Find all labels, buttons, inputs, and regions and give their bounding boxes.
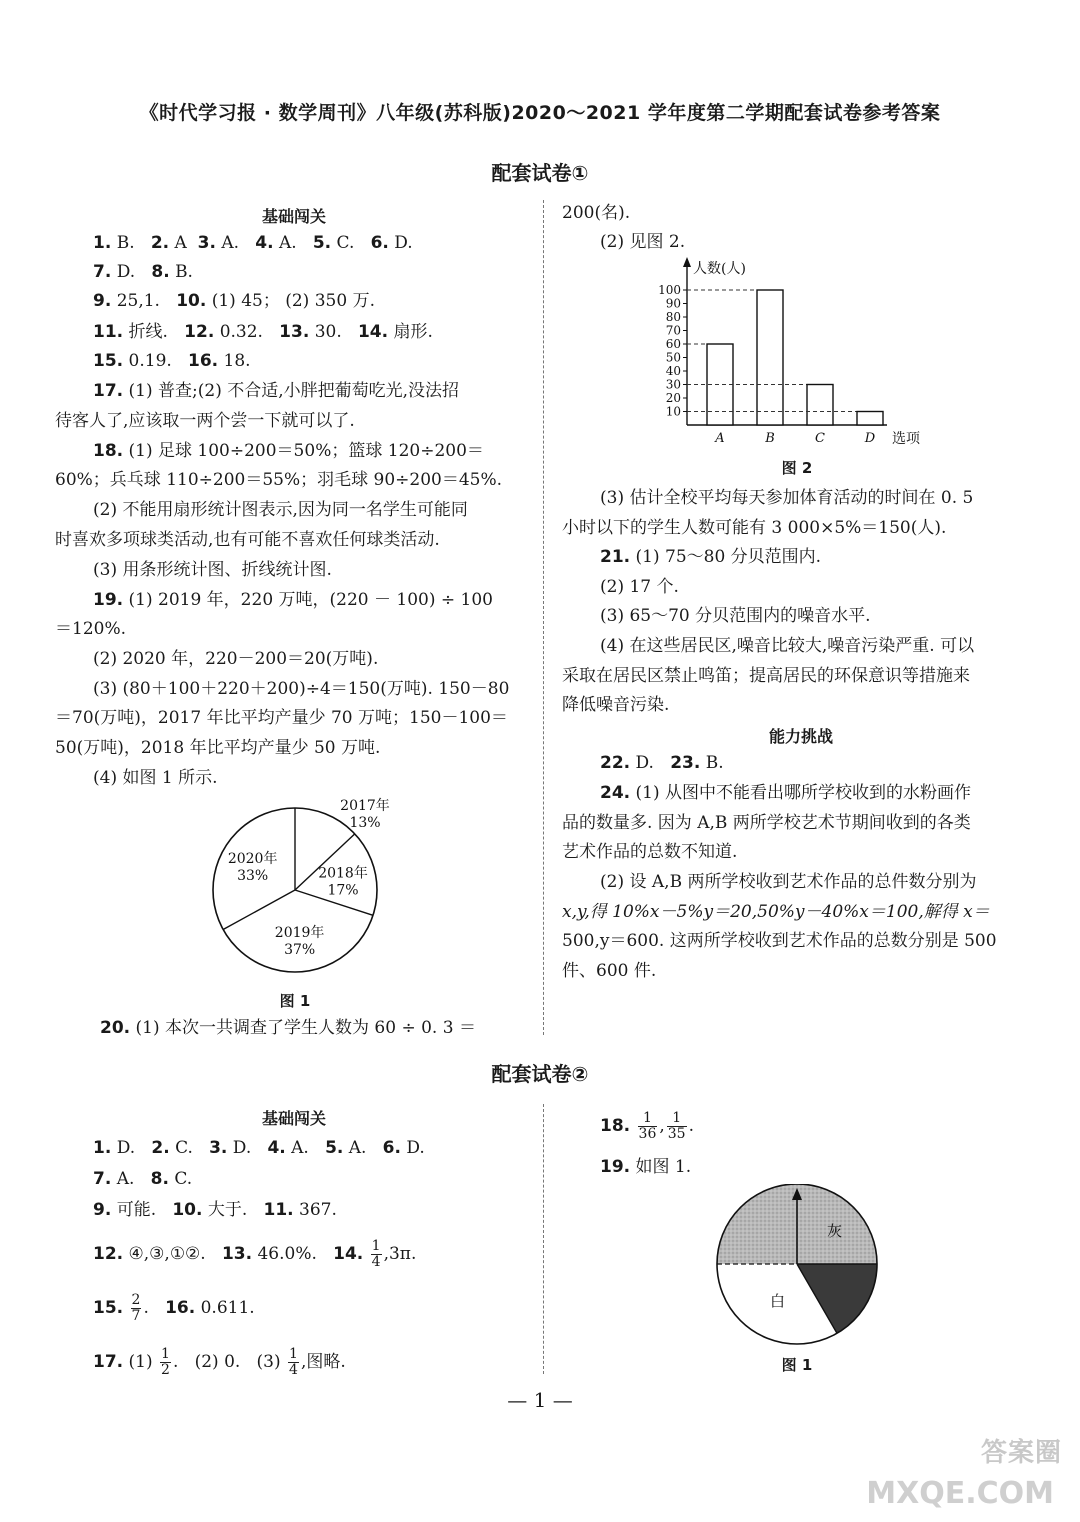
q19-line-1: 19. (1) 2019 年，220 万吨，(220 － 100) ÷ 100 bbox=[93, 590, 494, 610]
pie-slice-percent: 13% bbox=[349, 815, 381, 831]
q24-line-4: (2) 设 A,B 两所学校收到艺术作品的总件数分别为 bbox=[600, 872, 977, 892]
q24-line-2: 品的数量多. 因为 A,B 两所学校艺术节期间收到的各类 bbox=[562, 813, 971, 833]
answer-line-4: 11. 折线. 12. 0.32. 13. 30. 14. 扇形. bbox=[93, 322, 433, 342]
x-tick-label: C bbox=[815, 431, 825, 446]
fraction: $\frac{1}{2}$ bbox=[161, 1346, 170, 1378]
x-tick-label: D bbox=[864, 431, 876, 446]
column-divider-2 bbox=[543, 1104, 544, 1374]
fraction: $\frac{1}{4}$ bbox=[371, 1238, 381, 1270]
bar bbox=[807, 385, 833, 426]
p2-q18-line: 18. $\frac{1}{36}$ , $\frac{1}{35}$ . bbox=[600, 1110, 694, 1142]
q17-line-2: 待客人了,应该取一两个尝一下就可以了. bbox=[55, 411, 355, 431]
basic-section-title: 基础闯关 bbox=[261, 207, 326, 226]
bar-caption: 图 2 bbox=[781, 459, 813, 477]
bar bbox=[857, 412, 883, 426]
q18-line-1: 18. (1) 足球 100÷200＝50%；篮球 120÷200＝ bbox=[93, 441, 484, 461]
q18-line-4: 时喜欢多项球类活动,也有可能不喜欢任何球类活动. bbox=[55, 530, 440, 550]
dark-region bbox=[797, 1264, 877, 1333]
q21-line-6: 降低噪音污染. bbox=[562, 695, 670, 715]
p2-answer-line-6: 17. (1) $\frac{1}{2}$ . (2) 0. (3) $\frac{1}{4}$ ,图略. bbox=[93, 1346, 346, 1378]
y-tick-label: 20 bbox=[665, 391, 681, 405]
p2-answer-line-2: 7. A. 8. C. bbox=[93, 1169, 193, 1189]
y-tick-label: 30 bbox=[665, 377, 681, 392]
column-divider bbox=[543, 200, 544, 1035]
q21-line-2: (2) 17 个. bbox=[600, 577, 679, 597]
section-title-paper-1: 配套试卷① bbox=[491, 161, 589, 185]
fraction: $\frac{2}{7}$ bbox=[131, 1292, 141, 1324]
x-axis-label: 选项 bbox=[892, 431, 920, 447]
y-tick-label: 40 bbox=[665, 364, 681, 378]
q19-line-2: ＝120%. bbox=[55, 619, 127, 639]
q18-line-3: (2) 不能用扇形统计图表示,因为同一名学生可能同 bbox=[93, 500, 468, 520]
circle-caption: 图 1 bbox=[781, 1356, 813, 1374]
q21-line-1: 21. (1) 75～80 分贝范围内. bbox=[600, 547, 822, 567]
basic-section-title-2: 基础闯关 bbox=[261, 1109, 326, 1128]
answer-line-3: 9. 25,1. 10. (1) 45； (2) 350 万. bbox=[93, 291, 375, 311]
y-tick-label: 100 bbox=[658, 283, 681, 297]
q21-line-5: 采取在居民区禁止鸣笛；提高居民的环保意识等措施来 bbox=[562, 666, 970, 686]
page-number: — 1 — bbox=[507, 1388, 573, 1412]
fraction: $\frac{1}{35}$ bbox=[667, 1110, 686, 1142]
bar-chart bbox=[657, 255, 947, 455]
p2-answer-line-4: 12. ④,③,①②. 13. 46.0%. 14. $\frac{1}{4}$ ,3π. bbox=[93, 1238, 417, 1270]
q19-line-4: (3) (80＋100＋220＋200)÷4＝150(万吨). 150－80 bbox=[93, 679, 510, 699]
bar bbox=[757, 290, 783, 425]
q18-line-5: (3) 用条形统计图、折线统计图. bbox=[93, 560, 332, 580]
q20-line-3: (2) 见图 2. bbox=[600, 232, 686, 252]
watermark-url: MXQE.COM bbox=[866, 1476, 1054, 1511]
x-tick-label: B bbox=[765, 431, 775, 446]
pie-slice-label: 2020年 bbox=[227, 850, 278, 867]
q24-line-6: 500,y＝600. 这两所学校收到艺术作品的总数分别是 500 bbox=[562, 931, 997, 951]
pie-slice-percent: 33% bbox=[237, 867, 269, 884]
answer-line-22-23: 22. D. 23. B. bbox=[600, 753, 724, 773]
q19-line-5: ＝70(万吨)，2017 年比平均产量少 70 万吨；150－100＝ bbox=[55, 708, 508, 728]
q19-line-6: 50(万吨)，2018 年比平均产量少 50 万吨. bbox=[55, 738, 381, 758]
gray-label: 灰 bbox=[827, 1222, 843, 1240]
p2-q19-line: 19. 如图 1. bbox=[600, 1157, 692, 1177]
paper1-left-column bbox=[55, 200, 533, 1045]
y-tick-label: 90 bbox=[665, 296, 681, 311]
document-title: 《时代学习报 · 数学周刊》八年级(苏科版)2020～2021 学年度第二学期配套试卷参考答案 bbox=[139, 102, 941, 124]
pie-slice-percent: 37% bbox=[284, 941, 316, 958]
ability-section-title: 能力挑战 bbox=[768, 727, 833, 746]
white-label: 白 bbox=[770, 1292, 786, 1310]
q20-line-1: 20. (1) 本次一共调查了学生人数为 60 ÷ 0. 3 ＝ bbox=[100, 1018, 476, 1038]
fraction: $\frac{1}{4}$ bbox=[289, 1346, 298, 1378]
q21-line-4: (4) 在这些居民区,噪音比较大,噪音污染严重. 可以 bbox=[600, 636, 975, 656]
y-tick-label: 70 bbox=[665, 323, 681, 338]
q20-line-5: 小时以下的学生人数可能有 3 000×5%＝150(人). bbox=[562, 518, 947, 538]
q21-line-3: (3) 65～70 分贝范围内的噪音水平. bbox=[600, 606, 871, 626]
answer-line-1: 1. B. 2. A 3. A. 4. A. 5. C. 6. D. bbox=[93, 233, 413, 253]
y-tick-label: 10 bbox=[665, 404, 681, 419]
p2-answer-line-5: 15. $\frac{2}{7}$ . 16. 0.611. bbox=[93, 1292, 255, 1324]
probability-circle-figure bbox=[712, 1184, 882, 1354]
p2-answer-line-3: 9. 可能. 10. 大于. 11. 367. bbox=[93, 1200, 337, 1220]
q24-line-7: 件、600 件. bbox=[562, 961, 657, 981]
q19-line-3: (2) 2020 年，220－200＝20(万吨). bbox=[93, 649, 379, 669]
q24-line-5: x,y,得 10%x－5%y＝20,50%y－40%x＝100,解得 x＝ bbox=[562, 902, 990, 922]
x-tick-label: A bbox=[715, 431, 725, 446]
section-title-paper-2: 配套试卷② bbox=[491, 1062, 589, 1086]
q20-line-4: (3) 估计全校平均每天参加体育活动的时间在 0. 5 bbox=[600, 488, 974, 508]
y-tick-label: 50 bbox=[665, 350, 681, 365]
paper2-right-column bbox=[562, 1104, 1040, 1384]
q18-line-2: 60%；兵乓球 110÷200＝55%；羽毛球 90÷200＝45%. bbox=[55, 470, 503, 490]
p2-answer-line-1: 1. D. 2. C. 3. D. 4. A. 5. A. 6. D. bbox=[93, 1138, 425, 1158]
pie-slice-label: 2019年 bbox=[274, 924, 325, 941]
answer-line-2: 7. D. 8. B. bbox=[93, 262, 193, 282]
paper1-right-column bbox=[562, 200, 1040, 990]
watermark-text: 答案圈 bbox=[980, 1438, 1062, 1468]
q24-line-3: 艺术作品的总数不知道. bbox=[562, 842, 738, 862]
pie-slice-percent: 17% bbox=[327, 882, 359, 899]
fraction: $\frac{1}{36}$ bbox=[638, 1110, 657, 1142]
pie-slice-label: 2017年 bbox=[340, 798, 390, 814]
y-tick-label: 60 bbox=[665, 337, 681, 351]
y-tick-label: 80 bbox=[665, 310, 681, 324]
pie-chart bbox=[195, 790, 395, 990]
y-axis-label: 人数(人) bbox=[693, 261, 746, 277]
paper2-left-column bbox=[55, 1104, 533, 1384]
q19-line-7: (4) 如图 1 所示. bbox=[93, 768, 218, 788]
q20-line-2: 200(名). bbox=[562, 203, 631, 223]
q17-line-1: 17. (1) 普查;(2) 不合适,小胖把葡萄吃光,没法招 bbox=[93, 381, 460, 401]
pie-slice-label: 2018年 bbox=[318, 865, 368, 882]
q24-line-1: 24. (1) 从图中不能看出哪所学校收到的水粉画作 bbox=[600, 783, 972, 803]
y-axis-arrow-icon bbox=[683, 257, 691, 267]
pie-caption: 图 1 bbox=[279, 992, 311, 1010]
answer-line-5: 15. 0.19. 16. 18. bbox=[93, 351, 251, 371]
